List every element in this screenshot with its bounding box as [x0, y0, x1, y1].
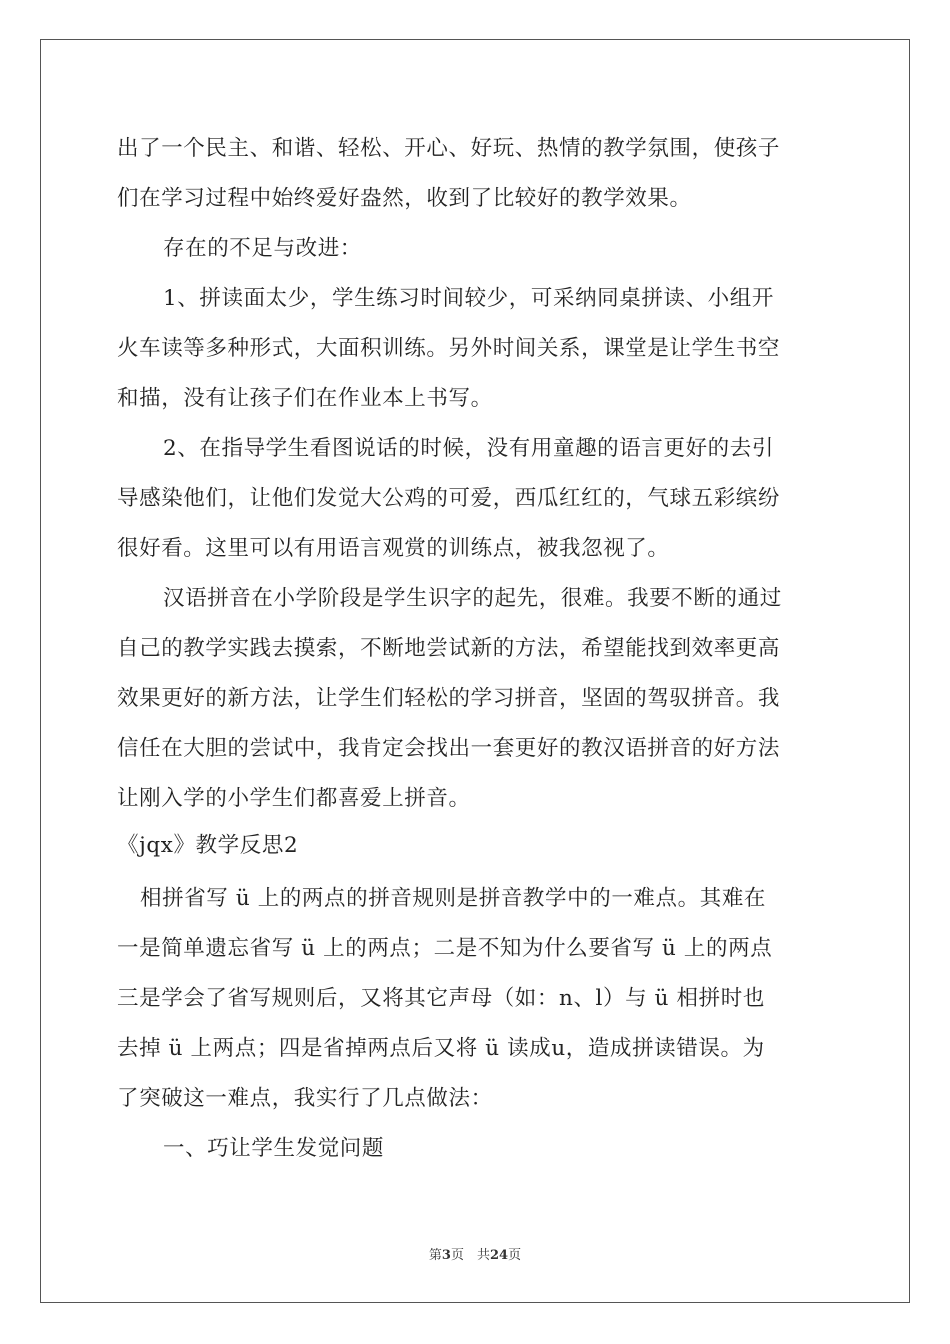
text-line: 1、拼读面太少，学生练习时间较少，可采纳同桌拼读、小组开 — [163, 286, 774, 311]
text-line: 火车读等多种形式，大面积训练。另外时间关系，课堂是让学生书空 — [117, 336, 781, 361]
page-footer — [0, 1248, 950, 1264]
total-page-count: 24 — [489, 1248, 509, 1263]
text-line: 出了一个民主、和谐、轻松、开心、好玩、热情的教学氛围，使孩子 — [117, 136, 781, 161]
text-line: 汉语拼音在小学阶段是学生识字的起先，很难。我要不断的通过 — [163, 586, 782, 611]
text-line: 效果更好的新方法，让学生们轻松的学习拼音，坚固的驾驭拼音。我 — [117, 686, 781, 711]
text-line: 了突破这一难点，我实行了几点做法： — [117, 1086, 493, 1111]
footer-prefix: 第 — [428, 1248, 442, 1263]
text-line: 们在学习过程中始终爱好盎然，收到了比较好的教学效果。 — [117, 186, 692, 211]
text-line: 很好看。这里可以有用语言观赏的训练点，被我忽视了。 — [117, 536, 670, 561]
text-line: 信任在大胆的尝试中，我肯定会找出一套更好的教汉语拼音的好方法 — [117, 736, 781, 761]
footer-suffix: 页 — [508, 1248, 522, 1263]
section-heading: 一、巧让学生发觉问题 — [163, 1136, 385, 1161]
current-page-number: 3 — [441, 1248, 451, 1263]
section-heading: 存在的不足与改进： — [163, 236, 362, 261]
text-line: 相拼省写 ü 上的两点的拼音规则是拼音教学中的一难点。其难在 — [140, 886, 767, 911]
text-line: 2、在指导学生看图说话的时候，没有用童趣的语言更好的去引 — [163, 436, 774, 461]
article-title: 《jqx》教学反思2 — [117, 833, 299, 858]
text-line: 自己的教学实践去摸索，不断地尝试新的方法，希望能找到效率更高 — [117, 636, 781, 661]
text-line: 和描，没有让孩子们在作业本上书写。 — [117, 386, 493, 411]
text-line: 去掉 ü 上两点；四是省掉两点后又将 ü 读成u，造成拼读错误。为 — [117, 1036, 765, 1061]
text-line: 导感染他们，让他们发觉大公鸡的可爱，西瓜红红的，气球五彩缤纷 — [117, 486, 781, 511]
text-line: 让刚入学的小学生们都喜爱上拼音。 — [117, 786, 471, 811]
text-line: 三是学会了省写规则后，又将其它声母（如：n、l）与 ü 相拼时也 — [117, 986, 765, 1011]
footer-mid: 页 共 — [450, 1248, 490, 1263]
text-line: 一是简单遗忘省写 ü 上的两点；二是不知为什么要省写 ü 上的两点 — [117, 936, 773, 961]
